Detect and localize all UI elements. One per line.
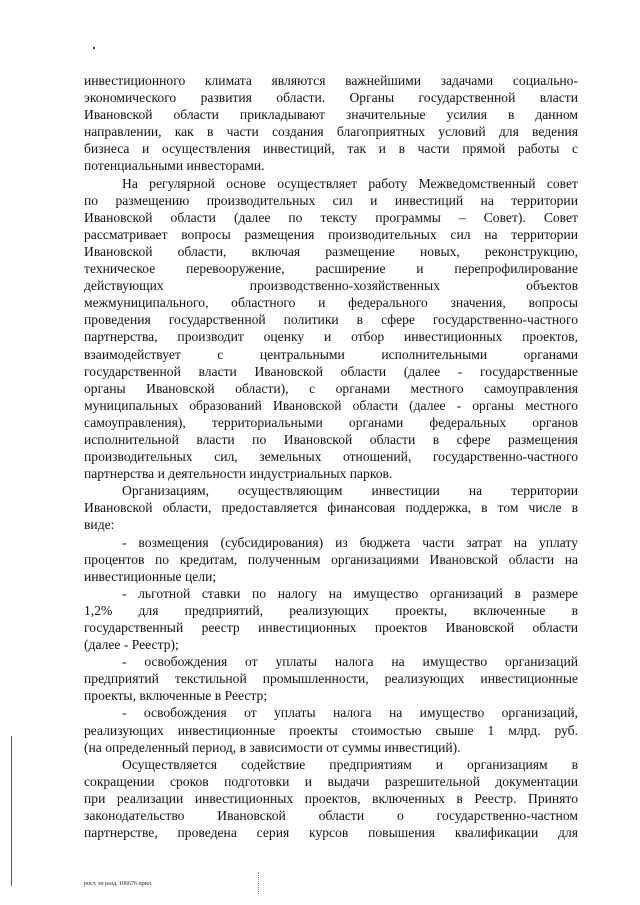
text-line: процентов по кредитам, полученным организациями Ивановской области на bbox=[84, 551, 578, 567]
document-body bbox=[84, 72, 578, 841]
footer-note: рост. зн разд. 106676 прил. bbox=[84, 881, 153, 887]
text-line: потенциальными инвесторами. bbox=[84, 158, 265, 174]
text-line: законодательство Ивановской области о государственно-частном bbox=[84, 808, 578, 824]
text-line: исполнительной власти по Ивановской области в сфере размещения bbox=[84, 431, 578, 447]
text-line: - освобождения от уплаты налога на имущество организаций, bbox=[122, 705, 578, 721]
text-line: взаимодействует с центральными исполнительными органами bbox=[84, 346, 578, 362]
text-line: государственный реестр инвестиционных проектов Ивановской области bbox=[84, 620, 578, 635]
text-line: сокращении сроков подготовки и выдачи разрешительной документации bbox=[84, 773, 578, 789]
text-line: проведения государственной политики в сфере государственно-частного bbox=[84, 312, 578, 328]
text-line: действующих производственно-хозяйственных объектов bbox=[84, 278, 578, 294]
text-line: реализующих инвестиционные проекты стоимостью свыше 1 млрд. руб. bbox=[84, 722, 578, 738]
text-line: Организациям, осуществляющим инвестиции на территории bbox=[122, 483, 578, 499]
text-line: экономического развития области. Органы государственной власти bbox=[84, 90, 578, 106]
text-line: - освобождения от уплаты налога на имущество организаций bbox=[122, 654, 578, 670]
text-line: - льготной ставки по налогу на имущество организаций в размере bbox=[122, 585, 578, 601]
text-line: производительных сил, земельных отношений, государственно-частного bbox=[84, 449, 578, 465]
document-text bbox=[84, 72, 578, 841]
text-line: инвестиционные цели; bbox=[84, 568, 217, 584]
text-line: предприятий текстильной промышленности, реализующих инвестиционные bbox=[84, 671, 578, 687]
text-line: техническое перевооружение, расширение и перепрофилирование bbox=[84, 261, 578, 277]
text-line: бизнеса и осуществления инвестиций, так и в части прямой работы с bbox=[84, 141, 578, 157]
text-line: по размещению производительных сил и инвестиций на территории bbox=[84, 192, 578, 208]
text-line: Осуществляется содействие предприятиям и организациям в bbox=[122, 756, 578, 772]
text-line: инвестиционного климата являются важнейшими задачами социально- bbox=[84, 73, 578, 88]
text-line: партнерства, производит оценку и отбор инвестиционных проектов, bbox=[84, 329, 578, 345]
text-line: партнерства и деятельности индустриальных парков. bbox=[84, 466, 393, 482]
text-line: направлении, как в части создания благоприятных условий для ведения bbox=[84, 124, 578, 140]
text-line: муниципальных образований Ивановской области (далее - органы местного bbox=[84, 397, 578, 413]
text-line: 1,2% для предприятий, реализующих проекты, включенные в bbox=[84, 602, 578, 618]
text-line: Ивановской области (далее по тексту программы – Совет). Совет bbox=[84, 209, 578, 225]
scan-speck bbox=[93, 47, 95, 49]
text-line: Ивановской области, включая размещение новых, реконструкцию, bbox=[84, 243, 578, 259]
text-line: самоуправления), территориальными органами федеральных органов bbox=[84, 414, 578, 430]
text-line: Ивановской области прикладывают значительные усилия в данном bbox=[84, 107, 578, 123]
text-line: органы Ивановской области), с органами местного самоуправления bbox=[84, 380, 578, 396]
text-line: рассматривает вопросы размещения производительных сил на территории bbox=[84, 226, 578, 242]
text-line: при реализации инвестиционных проектов, включенных в Реестр. Принято bbox=[84, 790, 578, 806]
text-line: (далее - Реестр); bbox=[84, 637, 179, 653]
scan-mark bbox=[258, 872, 260, 894]
margin-line bbox=[11, 736, 12, 886]
text-line: государственной власти Ивановской области (далее - государственные bbox=[84, 363, 578, 379]
text-line: На регулярной основе осуществляет работу Межведомственный совет bbox=[122, 175, 578, 191]
text-line: (на определенный период, в зависимости от суммы инвестиций). bbox=[84, 739, 461, 755]
text-line: виде: bbox=[84, 517, 115, 533]
text-line: партнерстве, проведена серия курсов повышения квалификации для bbox=[84, 825, 578, 841]
text-line: Ивановской области, предоставляется финансовая поддержка, в том числе в bbox=[84, 500, 578, 516]
text-line: межмуниципального, областного и федерального значения, вопросы bbox=[84, 295, 578, 311]
text-line: проекты, включенные в Реестр; bbox=[84, 688, 268, 704]
text-line: - возмещения (субсидирования) из бюджета части затрат на уплату bbox=[122, 534, 578, 550]
